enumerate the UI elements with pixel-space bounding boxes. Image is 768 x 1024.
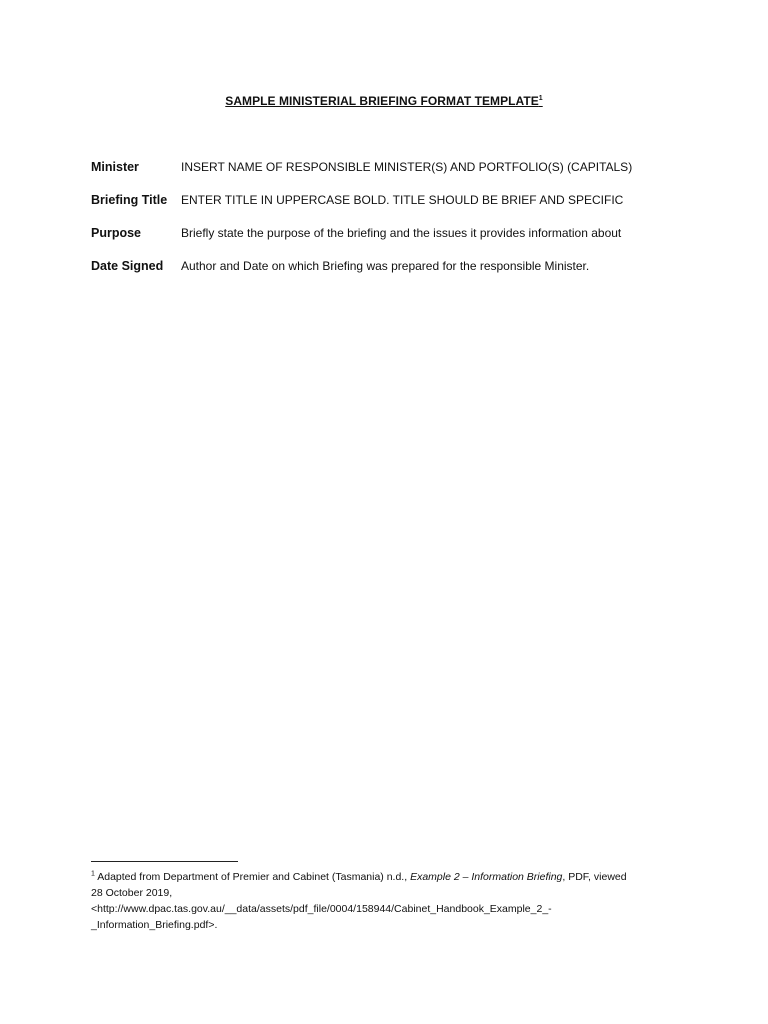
footnote-text-after: , PDF, viewed xyxy=(562,871,627,883)
footnote-italic-title: Example 2 – Information Briefing xyxy=(410,871,563,883)
footnote-text-before: Adapted from Department of Premier and Cabinet (Tasmania) n.d., xyxy=(94,871,411,883)
briefing-fields xyxy=(91,160,731,292)
field-label-minister: Minister xyxy=(91,160,139,174)
field-row-purpose xyxy=(91,226,731,259)
footnote-line-1 xyxy=(91,869,691,885)
title-footnote-mark: 1 xyxy=(538,95,543,102)
document-title-text: SAMPLE MINISTERIAL BRIEFING FORMAT TEMPLATE xyxy=(225,94,539,108)
field-value-briefing-title: ENTER TITLE IN UPPERCASE BOLD. TITLE SHOULD BE BRIEF AND SPECIFIC xyxy=(181,193,624,207)
field-value-minister: INSERT NAME OF RESPONSIBLE MINISTER(S) AND PORTFOLIO(S) (CAPITALS) xyxy=(181,160,633,174)
field-row-briefing-title xyxy=(91,193,731,226)
footnote-line-4: _Information_Briefing.pdf>. xyxy=(91,919,218,931)
document-title xyxy=(0,94,768,108)
field-value-date-signed: Author and Date on which Briefing was prepared for the responsible Minister. xyxy=(181,259,590,273)
footnote-url-line: <http://www.dpac.tas.gov.au/__data/assets/pdf_file/0004/158944/Cabinet_Handbook_Example_2_- xyxy=(91,903,552,915)
field-value-purpose: Briefly state the purpose of the briefing and the issues it provides information about xyxy=(181,226,622,240)
footnote-line-2: 28 October 2019, xyxy=(91,887,173,899)
field-row-date-signed xyxy=(91,259,731,292)
footnote xyxy=(91,869,691,933)
field-label-purpose: Purpose xyxy=(91,226,142,240)
footnote-separator xyxy=(91,861,238,862)
field-label-date-signed: Date Signed xyxy=(91,259,164,273)
field-row-minister xyxy=(91,160,731,193)
footnote-mark: 1 xyxy=(91,870,95,878)
field-label-briefing-title: Briefing Title xyxy=(91,193,168,207)
